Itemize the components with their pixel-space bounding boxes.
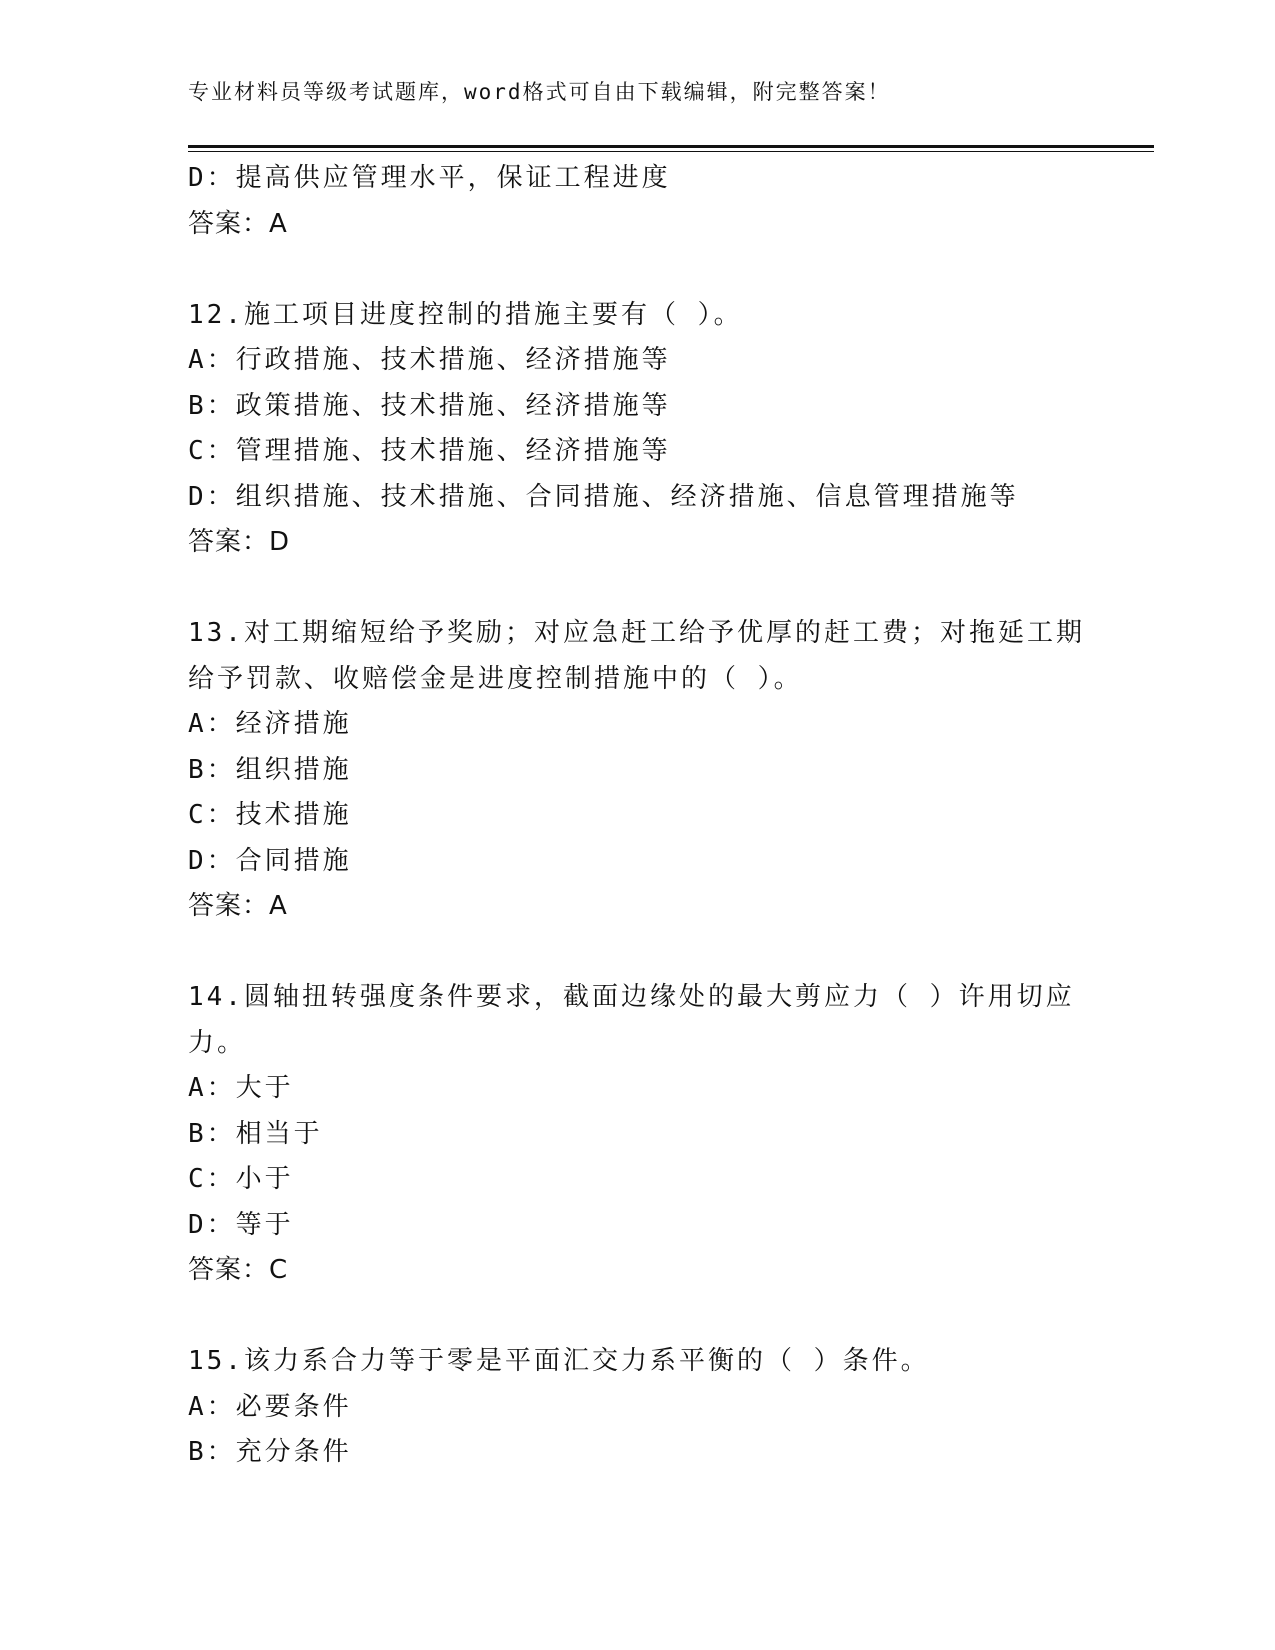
question-text-line-2: 力。 — [188, 1027, 247, 1058]
question-14 — [188, 975, 1088, 1294]
option-a: A：必要条件 — [188, 1391, 352, 1422]
answer-line: 答案：D — [188, 527, 291, 557]
option-b: B：相当于 — [188, 1118, 323, 1149]
option-b: B：充分条件 — [188, 1437, 352, 1467]
question-11-tail — [188, 156, 1088, 247]
option-d: D：合同措施 — [188, 845, 352, 876]
option-b: B：政策措施、技术措施、经济措施等 — [188, 390, 671, 421]
question-text-line-2: 给予罚款、收赔偿金是进度控制措施中的（ ）。 — [188, 663, 803, 694]
option-a: A：行政措施、技术措施、经济措施等 — [188, 345, 671, 375]
option-a: A：经济措施 — [188, 709, 352, 739]
header-rule-thin — [188, 151, 1154, 152]
option-c: C：技术措施 — [188, 800, 352, 830]
page-header: 专业材料员等级考试题库，word格式可自由下载编辑，附完整答案！ — [188, 80, 891, 104]
question-text-line-1: 13.对工期缩短给予奖励；对应急赶工给予优厚的赶工费；对拖延工期 — [188, 618, 1085, 648]
question-text-line-1: 14.圆轴扭转强度条件要求，截面边缘处的最大剪应力（ ）许用切应 — [188, 982, 1075, 1012]
answer-line: 答案：A — [188, 208, 288, 239]
option-d: D：等于 — [188, 1209, 294, 1240]
answer-line: 答案：A — [188, 891, 288, 921]
option-c: C：小于 — [188, 1164, 294, 1194]
option-b: B：组织措施 — [188, 754, 352, 785]
question-13 — [188, 611, 1088, 930]
header-rule-thick — [188, 145, 1154, 148]
option-c: C：管理措施、技术措施、经济措施等 — [188, 436, 671, 466]
option-d: D：提高供应管理水平，保证工程进度 — [188, 163, 671, 193]
question-text: 12.施工项目进度控制的措施主要有（ ）。 — [188, 299, 743, 330]
question-text: 15.该力系合力等于零是平面汇交力系平衡的（ ）条件。 — [188, 1346, 930, 1376]
option-a: A：大于 — [188, 1073, 294, 1103]
question-15 — [188, 1339, 1088, 1476]
option-d: D：组织措施、技术措施、合同措施、经济措施、信息管理措施等 — [188, 481, 1019, 512]
answer-line: 答案：C — [188, 1255, 289, 1285]
question-content — [188, 156, 1088, 1476]
question-12 — [188, 293, 1088, 566]
